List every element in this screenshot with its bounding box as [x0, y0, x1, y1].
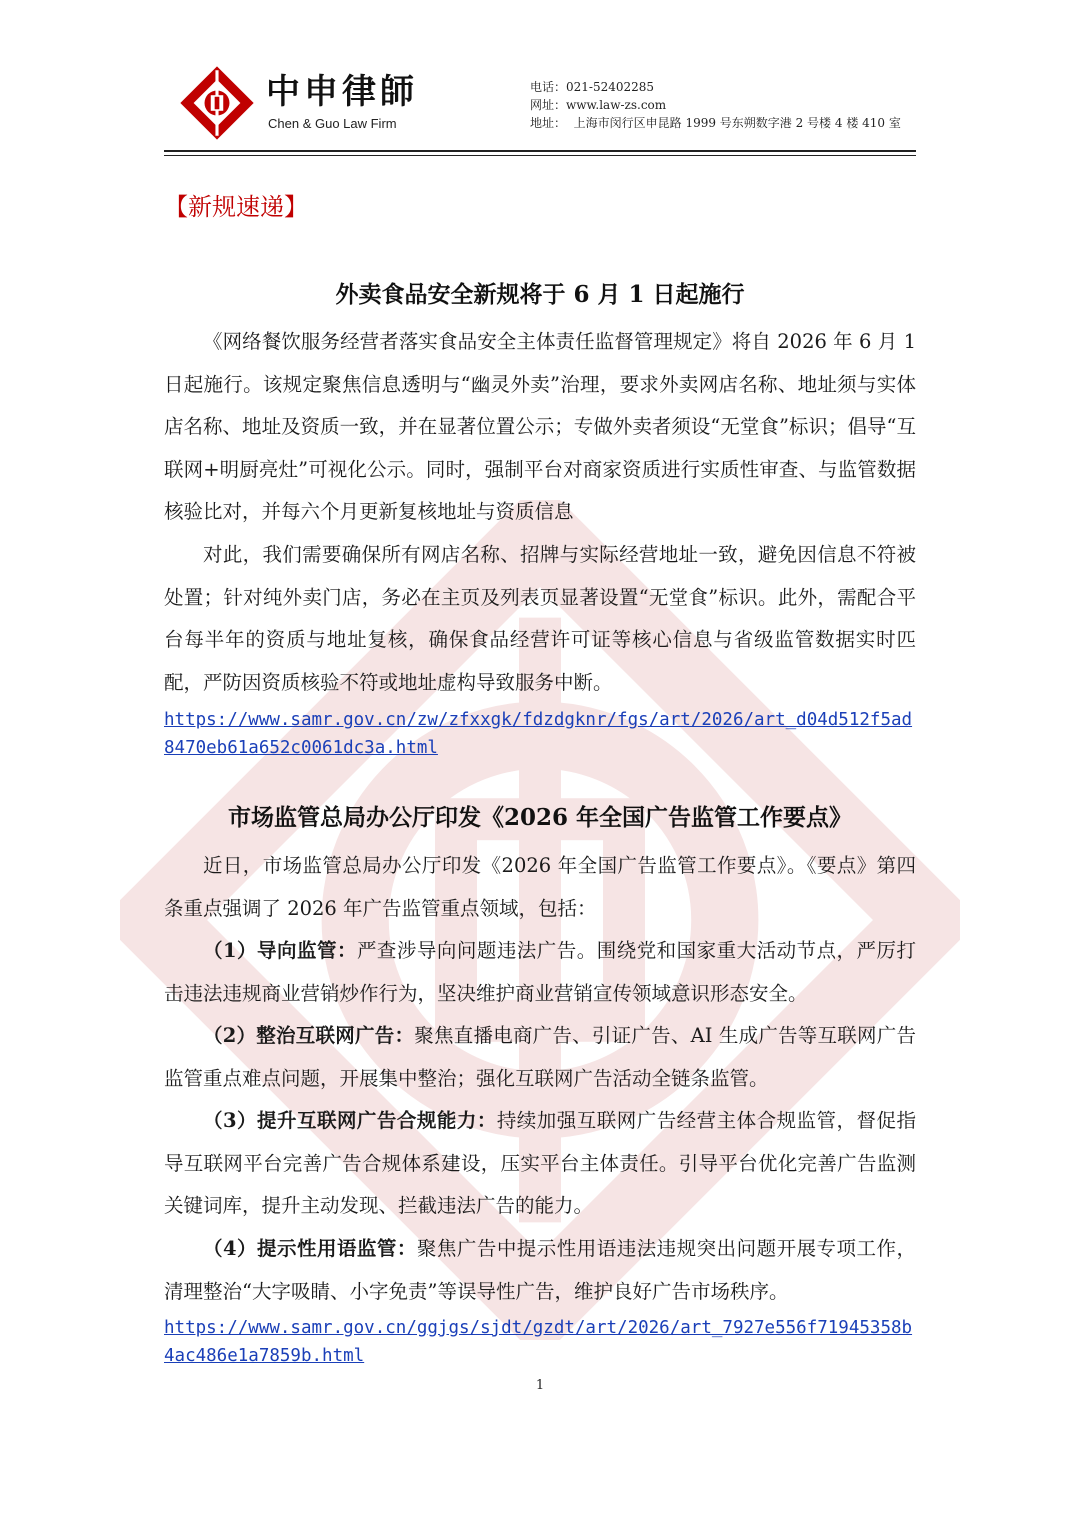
- item-text: 严查涉导向问题违法广告。围绕党和国家重大活动节点，严厉打击违法违规商业营销炒作行为，坚决维护商业营销宣传领域意识形态安全。: [164, 939, 916, 1005]
- article2-intro: 近日，市场监管总局办公厅印发《2026 年全国广告监管工作要点》。《要点》第四条重点强调了 2026 年广告监管重点领域，包括：: [164, 854, 916, 920]
- article2-item-4: [164, 1228, 916, 1313]
- item-text: 持续加强互联网广告经营主体合规监管，督促指导互联网平台完善广告合规体系建设，压实平台主体责任。引导平台优化完善广告监测关键词库，提升主动发现、拦截违法广告的能力。: [164, 1109, 916, 1217]
- contact-block: [530, 78, 901, 132]
- contact-phone: 电话：021-52402285: [530, 80, 655, 94]
- item-text: 聚焦直播电商广告、引证广告、AI 生成广告等互联网广告监管重点难点问题，开展集中整治；强化互联网广告活动全链条监管。: [164, 1024, 917, 1090]
- item-label: （2）整治互联网广告：: [203, 1024, 415, 1047]
- firm-name-cn: 中申律師: [266, 72, 418, 112]
- article1-title: 外卖食品安全新规将于 6 月 1 日起施行: [335, 281, 745, 308]
- article1-paragraph-1: 《网络餐饮服务经营者落实食品安全主体责任监督管理规定》将自 2026 年 6 月 1 日起施行。该规定聚焦信息透明与“幽灵外卖”治理，要求外卖网店名称、地址须与实体店名称、地址及资质一致，并在显著位置公示；专做外卖者须设“无堂食”标识；倡导“互联网+明厨亮灶”可视化公示。同时，强制平台对商家资质进行实质性审查、与监管数据核验比对，并每六个月更新复核地址与资质信息: [164, 330, 916, 523]
- item-label: （3）提升互联网广告合规能力：: [203, 1109, 497, 1132]
- article2-title: 市场监管总局办公厅印发《2026 年全国广告监管工作要点》: [227, 804, 853, 831]
- article1-paragraph-2: 对此，我们需要确保所有网店名称、招牌与实际经营地址一致，避免因信息不符被处置；针对纯外卖门店，务必在主页及列表页显著设置“无堂食”标识。此外，需配合平台每半年的资质与地址复核，确保食品经营许可证等核心信息与省级监管数据实时匹配，严防因资质核验不符或地址虚构导致服务中断。: [164, 543, 916, 694]
- section-tag: 【新规速递】: [164, 193, 308, 221]
- article2-item-1: [164, 930, 916, 1015]
- article2-source-link[interactable]: https://www.samr.gov.cn/ggjgs/sjdt/gzdt/art/2026/art_7927e556f71945358b4ac486e1a7859b.html: [164, 1318, 913, 1366]
- contact-website: 网址：www.law-zs.com: [530, 98, 667, 112]
- article1-source-link[interactable]: https://www.samr.gov.cn/zw/zfxxgk/fdzdgknr/fgs/art/2026/art_d04d512f5ad8470eb61a652c0061dc3a.html: [164, 710, 913, 758]
- firm-logo: [178, 64, 256, 142]
- header-rule-thick: [164, 150, 916, 152]
- item-label: （1）导向监管：: [203, 939, 357, 962]
- page-number: 1: [535, 1378, 545, 1393]
- header-rule-thin: [164, 155, 916, 156]
- item-label: （4）提示性用语监管：: [203, 1237, 417, 1260]
- item-text: 聚焦广告中提示性用语违法违规突出问题开展专项工作，清理整治“大字吸睛、小字免责”等误导性广告，维护良好广告市场秩序。: [164, 1237, 916, 1303]
- article2-item-2: [164, 1015, 916, 1100]
- contact-address: 地址： 上海市闵行区申昆路 1999 号东朔数字港 2 号楼 4 楼 410 室: [530, 116, 901, 130]
- firm-name-en: Chen & Guo Law Firm: [268, 116, 397, 131]
- article2-item-3: [164, 1100, 916, 1228]
